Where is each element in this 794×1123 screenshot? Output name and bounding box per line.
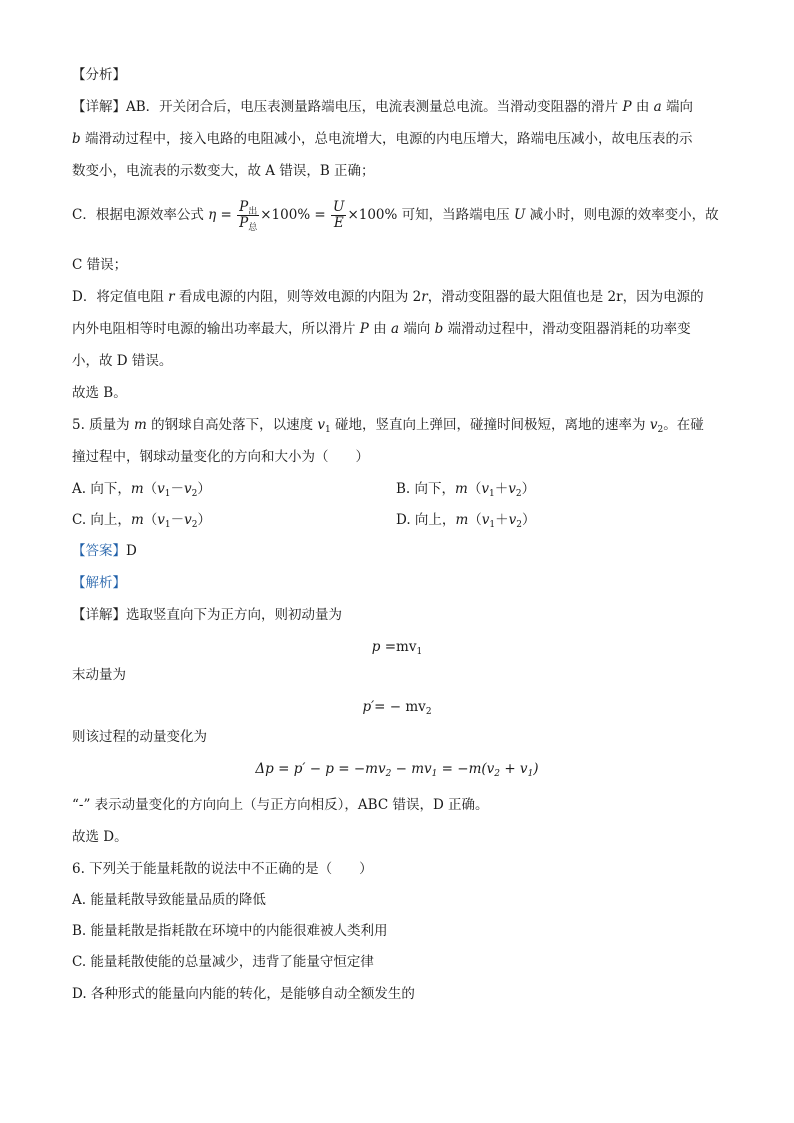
- q5-stem-line-2: 撞过程中，钢球动量变化的方向和大小为（ ）: [72, 449, 369, 465]
- efficiency-fraction-voltage: $\frac{U}{E}$: [333, 199, 345, 231]
- q6-option-c: C. 能量耗散使能的总量减少，违背了能量守恒定律: [72, 954, 374, 970]
- detail-d-line-3: 小，故 D 错误。: [72, 353, 173, 369]
- prev-conclusion: 故选 B。: [72, 385, 127, 401]
- q5-change-label: 则该过程的动量变化为: [72, 729, 207, 745]
- efficiency-fraction-power: $\frac{P_出}{P_总}$: [239, 199, 258, 233]
- q5-detail-text: 【详解】选取竖直向下为正方向，则初动量为: [72, 607, 342, 623]
- q6-stem: 6. 下列关于能量耗散的说法中不正确的是（ ）: [72, 861, 373, 877]
- detail-c-line-1: C．根据电源效率公式 η = $\frac{P_出}{P_总}$ ×100% = $\frac{U}{E}$ ×100% 可知，当路端电压 U 减小时，则电源的效率变小，故: [72, 199, 719, 233]
- q6-option-d: D. 各种形式的能量向内能的转化，是能够自动全额发生的: [72, 986, 415, 1002]
- detail-ab-line-3: 数变小，电流表的示数变大，故 A 错误，B 正确；: [72, 163, 375, 179]
- q5-answer: 【答案】D: [72, 543, 137, 559]
- q5-option-a: A. 向下，$m(v_1-v_2)$: [72, 481, 211, 499]
- q5-equation-momentum-change: $\Delta p = p' - p = -mv_2 - mv_1 = -m(v_2 + v_1)$: [255, 761, 539, 779]
- detail-ab-line-2: b 端滑动过程中，接入电路的电阻减小，总电流增大，电源的内电压增大，路端电压减小，故电压表的示: [72, 131, 693, 147]
- q5-option-b: B. 向下，$m(v_1+v_2)$: [396, 481, 536, 499]
- q5-option-d: D. 向上，$m(v_1+v_2)$: [396, 512, 536, 530]
- q5-equation-initial-momentum: $p =mv_1$: [371, 639, 423, 657]
- detail-d-line-1: D．将定值电阻 r 看成电源的内阻，则等效电源的内阻为 2r，滑动变阻器的最大阻值也是 2r，因为电源的: [72, 289, 704, 305]
- q5-final-label: 末动量为: [72, 667, 126, 683]
- analysis-heading: 【分析】: [72, 67, 126, 83]
- q6-option-b: B. 能量耗散是指耗散在环境中的内能很难被人类利用: [72, 923, 388, 939]
- detail-ab-line-1: 【详解】AB．开关闭合后，电压表测量路端电压，电流表测量总电流。当滑动变阻器的滑片 P 由 a 端向: [72, 99, 694, 115]
- detail-d-line-2: 内外电阻相等时电源的输出功率最大，所以滑片 P 由 a 端向 b 端滑动过程中，滑动变阻器消耗的功率变: [72, 321, 691, 337]
- q5-analysis-heading: 【解析】: [72, 575, 126, 591]
- q5-equation-final-momentum: $p'= - mv_2$: [362, 699, 432, 717]
- q5-stem-line-1: 5. 质量为 m 的钢球自高处落下，以速度 $v_1$ 碰地，竖直向上弹回，碰撞时间极短，离地的速率为 $v_2$。在碰: [72, 417, 704, 435]
- q5-option-c: C. 向上，$m(v_1-v_2)$: [72, 512, 211, 530]
- q5-conclusion: 故选 D。: [72, 829, 128, 845]
- q5-note: “-” 表示动量变化的方向向上（与正方向相反），ABC 错误，D 正确。: [72, 797, 489, 813]
- q6-option-a: A. 能量耗散导致能量品质的降低: [72, 892, 266, 908]
- detail-c-line-2: C 错误；: [72, 257, 128, 273]
